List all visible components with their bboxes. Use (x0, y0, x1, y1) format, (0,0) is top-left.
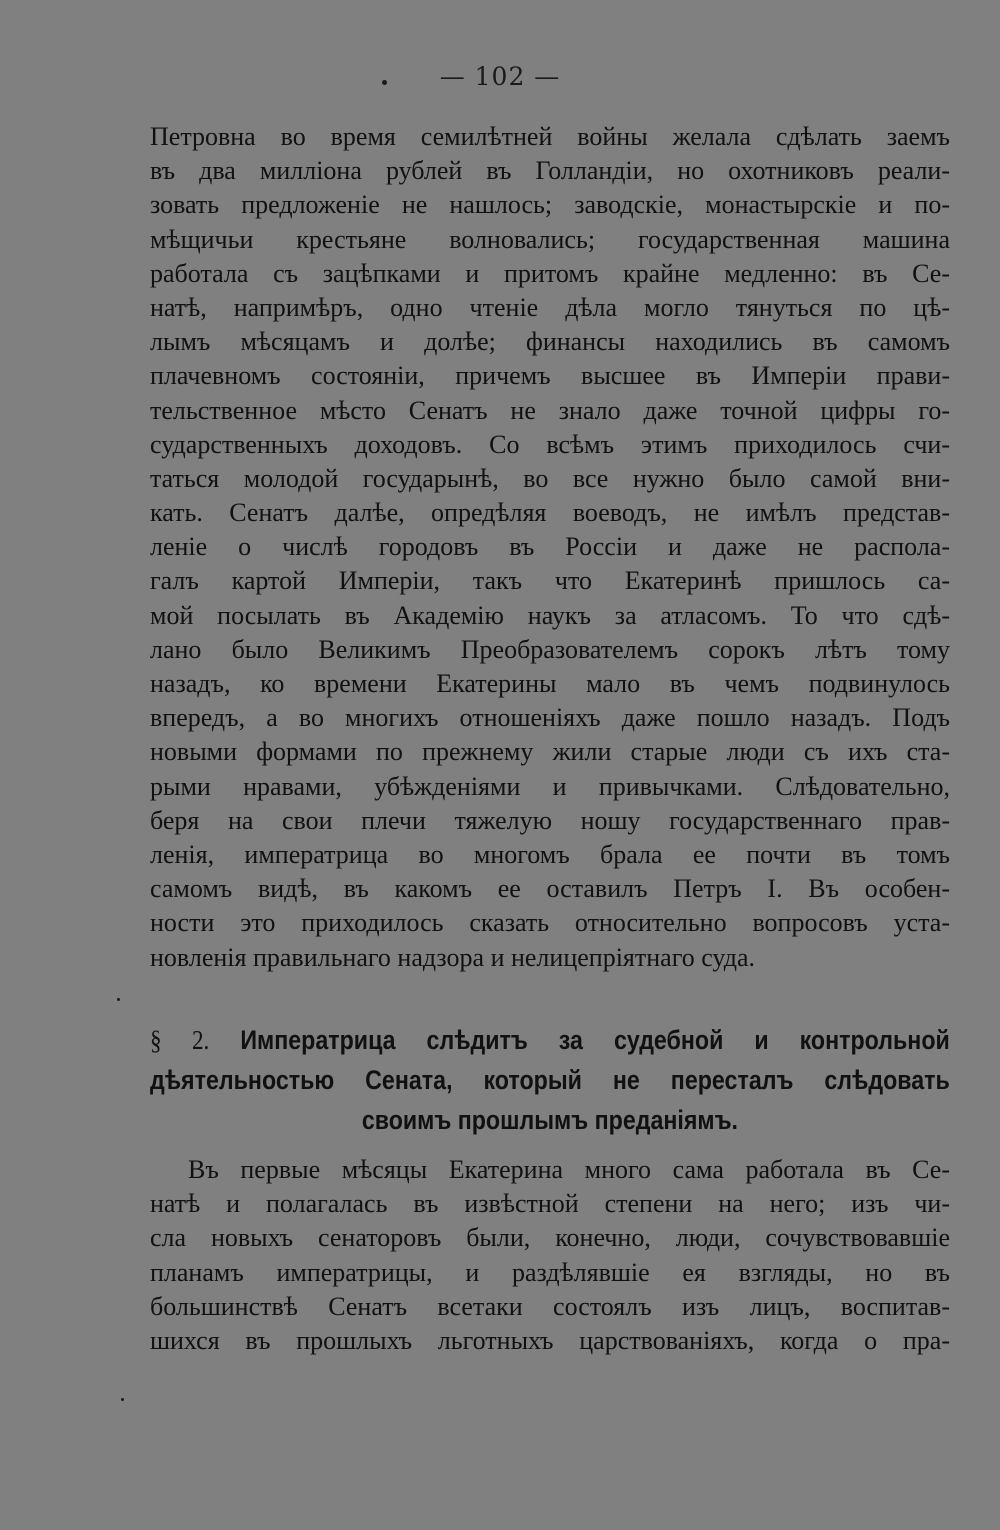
text-line: кать. Сенатъ далѣе, опредѣляя воеводъ, не имѣлъ представ- (150, 498, 950, 528)
text-line: въ два милліона рублей въ Голландіи, но охотниковъ реали- (150, 156, 950, 186)
text-line: плачевномъ состояніи, причемъ высшее въ Имперіи прави- (150, 361, 950, 391)
text-line: сударственныхъ доходовъ. Со всѣмъ этимъ приходилось счи- (150, 429, 950, 459)
section-heading (150, 1020, 950, 1140)
text-line: впередъ, а во многихъ отношеніяхъ даже пошло назадъ. Подъ (150, 703, 950, 733)
text-line: лымъ мѣсяцамъ и долѣе; финансы находились въ самомъ (150, 327, 950, 357)
section-heading-line-3: своимъ прошлымъ преданіямъ. (361, 1105, 738, 1135)
text-line: сла новыхъ сенаторовъ были, конечно, люди, сочувствовавшіе (150, 1223, 950, 1253)
body-paragraph-1 (150, 120, 950, 975)
text-line: мой посылать въ Академію наукъ за атласомъ. То что сдѣ- (150, 600, 950, 630)
text-line: леніе о числѣ городовъ въ Россіи и даже не распола- (150, 532, 950, 562)
text-line: Въ первые мѣсяцы Екатерина много сама работала въ Се- (188, 1155, 950, 1184)
section-heading-text-1: Императрица слѣдитъ за судебной и контрольной (240, 1025, 950, 1055)
section-mark: § 2. (150, 1025, 210, 1055)
body-paragraph-2 (150, 1153, 950, 1358)
text-line: большинствѣ Сенатъ всетаки состоялъ изъ лицъ, воспитав- (150, 1291, 950, 1321)
text-line: рыми нравами, убѣжденіями и привычками. Слѣдовательно, (150, 771, 950, 801)
text-line: беря на свои плечи тяжелую ношу государственнаго прав- (150, 805, 950, 835)
text-line: натѣ и полагалась въ извѣстной степени на него; изъ чи- (150, 1189, 950, 1219)
scan-speck (117, 998, 120, 1001)
text-line: ленія, императрица во многомъ брала ее почти въ томъ (150, 839, 950, 869)
text-line: шихся въ прошлыхъ льготныхъ царствованіяхъ, когда о пра- (150, 1325, 950, 1355)
text-line: лано было Великимъ Преобразователемъ сорокъ лѣтъ тому (150, 634, 950, 664)
page-number: — 102 — (439, 62, 561, 91)
text-line: тельственное мѣсто Сенатъ не знало даже точной цифры го- (150, 395, 950, 425)
text-line: новыми формами по прежнему жили старые люди съ ихъ ста- (150, 737, 950, 767)
text-line: галъ картой Имперіи, такъ что Екатеринѣ пришлось са- (150, 566, 950, 596)
scan-speck (382, 80, 387, 85)
text-line: мѣщичьи крестьяне волновались; государственная машина (150, 224, 950, 254)
text-line: новленія правильнаго надзора и нелицепріятнаго суда. (150, 942, 756, 972)
text-line: зовать предложеніе не нашлось; заводскіе, монастырскіе и по- (150, 190, 950, 220)
text-line: Петровна во время семилѣтней войны желала сдѣлать заемъ (150, 122, 950, 151)
section-heading-line-1 (150, 1020, 950, 1060)
text-line: натѣ, напримѣръ, одно чтеніе дѣла могло тянуться по цѣ- (150, 292, 950, 322)
text-line: самомъ видѣ, въ какомъ ее оставилъ Петръ I. Въ особен- (150, 874, 950, 904)
text-line: ности это приходилось сказать относительно вопросовъ уста- (150, 908, 950, 938)
text-line: работала съ зацѣпками и притомъ крайне медленно: въ Се- (150, 258, 950, 288)
text-line: таться молодой государынѣ, во все нужно было самой вни- (150, 463, 950, 493)
text-line: планамъ императрицы, и раздѣлявшіе ея взгляды, но въ (150, 1257, 950, 1287)
text-line: назадъ, ко времени Екатерины мало въ чемъ подвинулось (150, 669, 950, 698)
scan-speck (121, 1398, 124, 1401)
section-heading-line-2: дѣятельностью Сената, который не пересталъ слѣдовать (150, 1065, 950, 1095)
